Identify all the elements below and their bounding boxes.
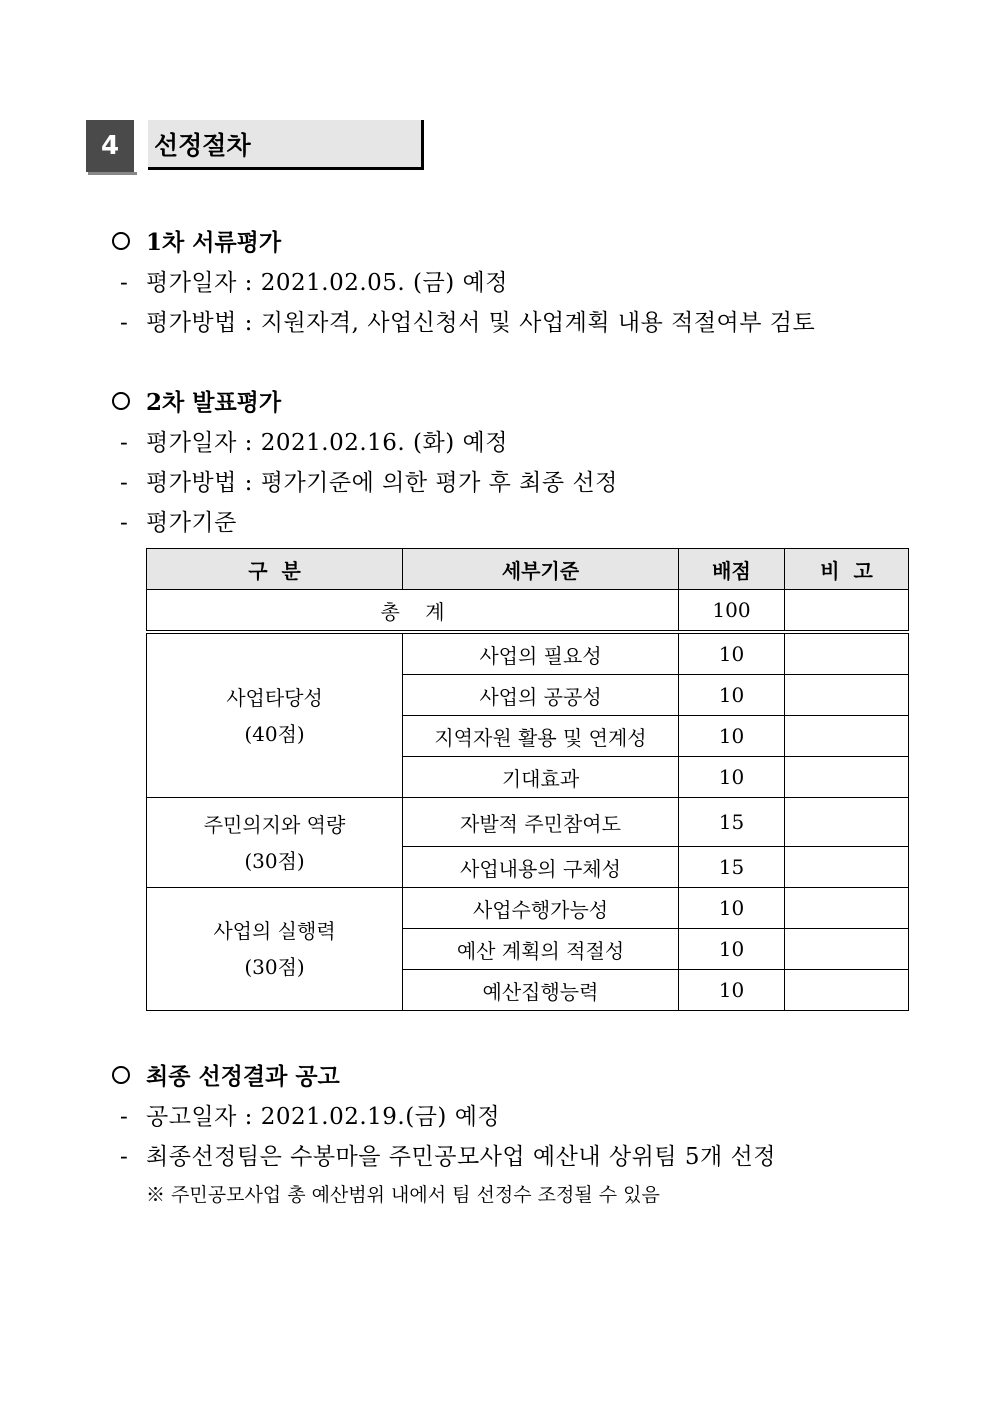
score-cell: 10 bbox=[679, 970, 785, 1011]
score-cell: 10 bbox=[679, 675, 785, 716]
step2-item-criteria: - 평가기준 bbox=[120, 510, 237, 536]
header-score: 배점 bbox=[679, 549, 785, 590]
group-cell bbox=[147, 888, 403, 1011]
score-cell: 15 bbox=[679, 798, 785, 847]
group-points: (40점) bbox=[244, 721, 305, 746]
criterion-cell: 사업내용의 구체성 bbox=[403, 847, 679, 888]
table-row bbox=[147, 888, 909, 929]
header-category: 구 분 bbox=[147, 549, 403, 590]
group-cell bbox=[147, 632, 403, 798]
group-name: 주민의지와 역량 bbox=[203, 812, 346, 837]
step2-heading: 2차 발표평가 bbox=[112, 384, 281, 417]
total-note bbox=[785, 590, 909, 633]
circle-bullet-icon bbox=[112, 392, 130, 410]
group-points: (30점) bbox=[244, 955, 305, 979]
table-row bbox=[147, 632, 909, 675]
circle-bullet-icon bbox=[112, 1066, 130, 1084]
total-label: 총 계 bbox=[147, 590, 679, 633]
group-name: 사업타당성 bbox=[226, 685, 323, 710]
table-row bbox=[147, 798, 909, 847]
note-cell bbox=[785, 929, 909, 970]
criterion-cell: 사업의 공공성 bbox=[403, 675, 679, 716]
criterion-cell: 사업수행가능성 bbox=[403, 888, 679, 929]
note-cell bbox=[785, 798, 909, 847]
note-cell bbox=[785, 847, 909, 888]
note-cell bbox=[785, 632, 909, 675]
section-title: 선정절차 bbox=[148, 120, 424, 170]
step3-item-selection: - 최종선정팀은 수봉마을 주민공모사업 예산내 상위팀 5개 선정 bbox=[120, 1144, 776, 1170]
section-number-badge: 4 bbox=[86, 120, 134, 172]
criterion-cell: 예산집행능력 bbox=[403, 970, 679, 1011]
score-cell: 10 bbox=[679, 632, 785, 675]
note-cell bbox=[785, 970, 909, 1011]
note-cell bbox=[785, 716, 909, 757]
table-header-row bbox=[147, 549, 909, 590]
criterion-cell: 사업의 필요성 bbox=[403, 632, 679, 675]
step2-item-date: - 평가일자 : 2021.02.16. (화) 예정 bbox=[120, 430, 508, 456]
circle-bullet-icon bbox=[112, 232, 130, 250]
score-cell: 10 bbox=[679, 757, 785, 798]
criterion-cell: 자발적 주민참여도 bbox=[403, 798, 679, 847]
group-points: (30점) bbox=[244, 848, 305, 873]
step1-item-date: - 평가일자 : 2021.02.05. (금) 예정 bbox=[120, 270, 508, 296]
criterion-cell: 지역자원 활용 및 연계성 bbox=[403, 716, 679, 757]
evaluation-criteria-table bbox=[146, 548, 909, 1011]
group-name: 사업의 실행력 bbox=[213, 919, 336, 943]
step3-note: ※ 주민공모사업 총 예산범위 내에서 팀 선정수 조정될 수 있음 bbox=[146, 1184, 660, 1206]
group-cell bbox=[147, 798, 403, 888]
total-score: 100 bbox=[679, 590, 785, 633]
step1-item-method: - 평가방법 : 지원자격, 사업신청서 및 사업계획 내용 적절여부 검토 bbox=[120, 310, 816, 336]
score-cell: 15 bbox=[679, 847, 785, 888]
header-criterion: 세부기준 bbox=[403, 549, 679, 590]
note-cell bbox=[785, 757, 909, 798]
total-row bbox=[147, 590, 909, 633]
score-cell: 10 bbox=[679, 929, 785, 970]
step1-heading: 1차 서류평가 bbox=[112, 224, 281, 257]
score-cell: 10 bbox=[679, 888, 785, 929]
step3-item-date: - 공고일자 : 2021.02.19.(금) 예정 bbox=[120, 1104, 501, 1130]
note-cell bbox=[785, 888, 909, 929]
score-cell: 10 bbox=[679, 716, 785, 757]
step3-heading: 최종 선정결과 공고 bbox=[112, 1058, 340, 1091]
criterion-cell: 예산 계획의 적절성 bbox=[403, 929, 679, 970]
criterion-cell: 기대효과 bbox=[403, 757, 679, 798]
note-cell bbox=[785, 675, 909, 716]
header-note: 비 고 bbox=[785, 549, 909, 590]
step2-item-method: - 평가방법 : 평가기준에 의한 평가 후 최종 선정 bbox=[120, 470, 618, 496]
